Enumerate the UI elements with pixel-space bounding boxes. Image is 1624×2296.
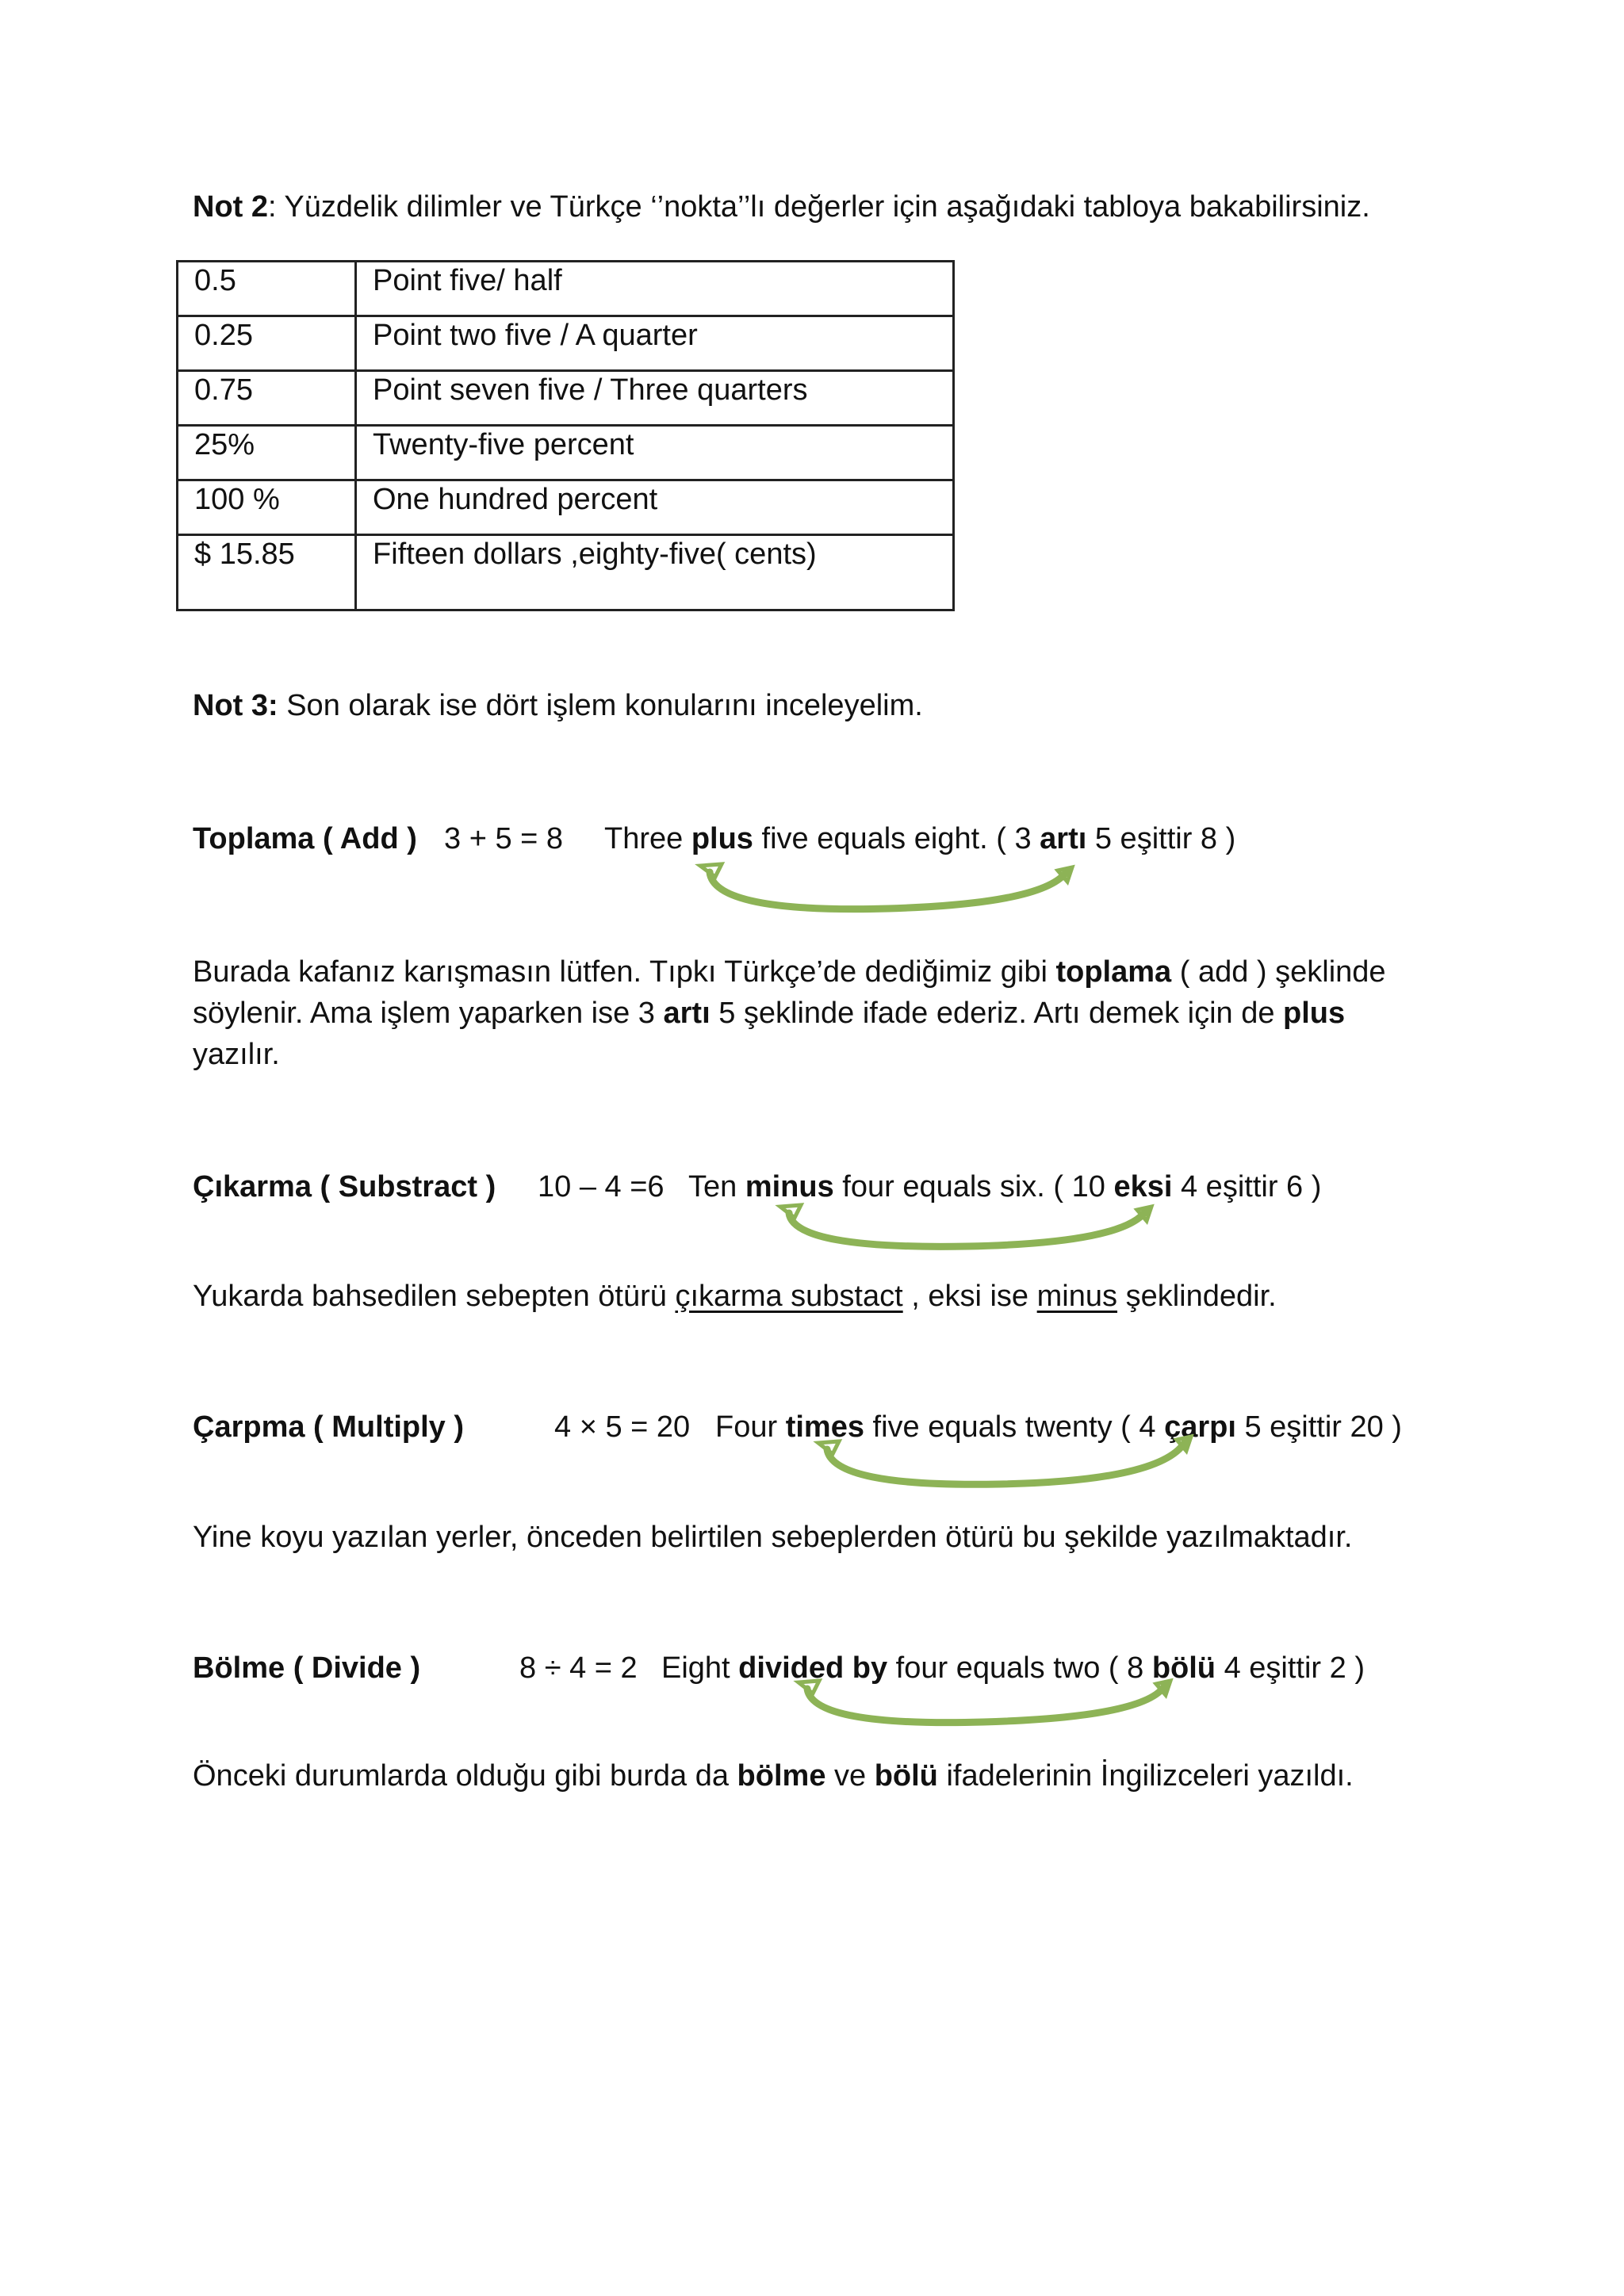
table-row [178,535,954,610]
sentence-part: four equals two ( 8 [887,1651,1152,1685]
sentence-part: Ten [688,1170,745,1203]
paragraph-keyword: artı [663,997,710,1030]
multiply-equation: 4 × 5 = 20 [554,1410,691,1444]
table-row [178,480,954,535]
add-sentence [604,821,1235,857]
paragraph-underlined: çıkarma substact [675,1280,903,1313]
sentence-part: 4 eşittir 6 ) [1172,1170,1322,1203]
paragraph-part: Yukarda bahsedilen sebepten ötürü [193,1280,676,1313]
paragraph-part: ve [825,1759,875,1793]
paragraph-part: ( add ) şeklinde söylenir. Ama işlem yaparken ise 3 [193,955,1386,1030]
paragraph-part: Burada kafanız karışmasın lütfen. Tıpkı Türkçe’de dediğimiz gibi [193,955,1056,989]
table-cell-words: Fifteen dollars ,eighty-five( cents) [356,535,954,610]
paragraph-keyword: bölme [737,1759,826,1793]
note-2-line [193,189,1370,225]
add-explanation [193,951,1430,1075]
multiply-title: Çarpma ( Multiply ) [193,1410,465,1444]
note-3-text: Son olarak ise dört işlem konularını inceleyelim. [278,689,923,722]
paragraph-part: Önceki durumlarda olduğu gibi burda da [193,1759,737,1793]
table-cell-words: Point two five / A quarter [356,316,954,371]
divide-sentence [661,1650,1365,1686]
paragraph-part: , eksi ise [902,1280,1037,1313]
sentence-keyword: çarpı [1164,1410,1236,1444]
add-title: Toplama ( Add ) [193,822,417,855]
note-3-label: Not 3: [193,689,278,722]
table-row [178,316,954,371]
divide-equation: 8 ÷ 4 = 2 [519,1651,638,1685]
table-cell-value: 100 % [178,480,356,535]
table-cell-words: Twenty-five percent [356,426,954,480]
paragraph-part: yazılır. [193,1038,280,1071]
add-connector-arc [700,864,1072,909]
paragraph-part: 5 şeklinde ifade ederiz. Artı demek için de [710,997,1284,1030]
sentence-part: Four [715,1410,786,1444]
sentence-keyword: plus [691,822,753,855]
sentence-keyword: artı [1040,822,1087,855]
table-cell-words: Point seven five / Three quarters [356,371,954,426]
paragraph-keyword: plus [1283,997,1346,1030]
table-cell-value: 25% [178,426,356,480]
divide-explanation [193,1758,1354,1794]
table-row [178,426,954,480]
paragraph-underlined: minus [1036,1280,1118,1313]
note-3-line [193,687,923,724]
table-cell-words: Point five/ half [356,262,954,316]
sentence-part: 5 eşittir 20 ) [1235,1410,1402,1444]
table-cell-value: 0.5 [178,262,356,316]
sentence-part: Eight [661,1651,739,1685]
sentence-keyword: minus [745,1170,834,1203]
table-cell-value: 0.25 [178,316,356,371]
sentence-keyword: eksi [1113,1170,1173,1203]
table-row [178,371,954,426]
add-equation: 3 + 5 = 8 [444,822,564,855]
table-cell-value: 0.75 [178,371,356,426]
multiply-explanation: Yine koyu yazılan yerler, önceden belirtilen sebeplerden ötürü bu şekilde yazılmaktadır. [193,1521,1353,1554]
table-cell-words: One hundred percent [356,480,954,535]
sentence-part: 4 eşittir 2 ) [1216,1651,1365,1685]
subtract-connector-arc [780,1205,1151,1246]
sentence-part: five equals eight. ( 3 [753,822,1040,855]
divide-title: Bölme ( Divide ) [193,1651,421,1685]
sentence-keyword: divided by [738,1651,888,1685]
note-2-text: : Yüzdelik dilimler ve Türkçe ‘’nokta’’lı değerler için aşağıdaki tabloya bakabilirsiniz. [268,190,1370,224]
sentence-part: Three [604,822,691,855]
subtract-sentence [688,1169,1321,1205]
multiply-sentence [715,1409,1402,1445]
paragraph-part: şeklindedir. [1117,1280,1277,1313]
note-2-label: Not 2 [193,190,268,224]
paragraph-part: ifadelerinin İngilizceleri yazıldı. [937,1759,1354,1793]
table-cell-value: $ 15.85 [178,535,356,610]
sentence-part: four equals six. ( 10 [833,1170,1114,1203]
subtract-title: Çıkarma ( Substract ) [193,1170,496,1203]
subtract-explanation [193,1278,1277,1314]
paragraph-keyword: toplama [1055,955,1172,989]
sentence-part: 5 eşittir 8 ) [1086,822,1236,855]
sentence-keyword: times [785,1410,864,1444]
table-row [178,262,954,316]
conversion-table [176,260,955,611]
paragraph-keyword: bölü [874,1759,938,1793]
subtract-equation: 10 – 4 =6 [538,1170,665,1203]
sentence-part: five equals twenty ( 4 [864,1410,1165,1444]
divide-connector-arc [799,1681,1170,1723]
sentence-keyword: bölü [1151,1651,1216,1685]
